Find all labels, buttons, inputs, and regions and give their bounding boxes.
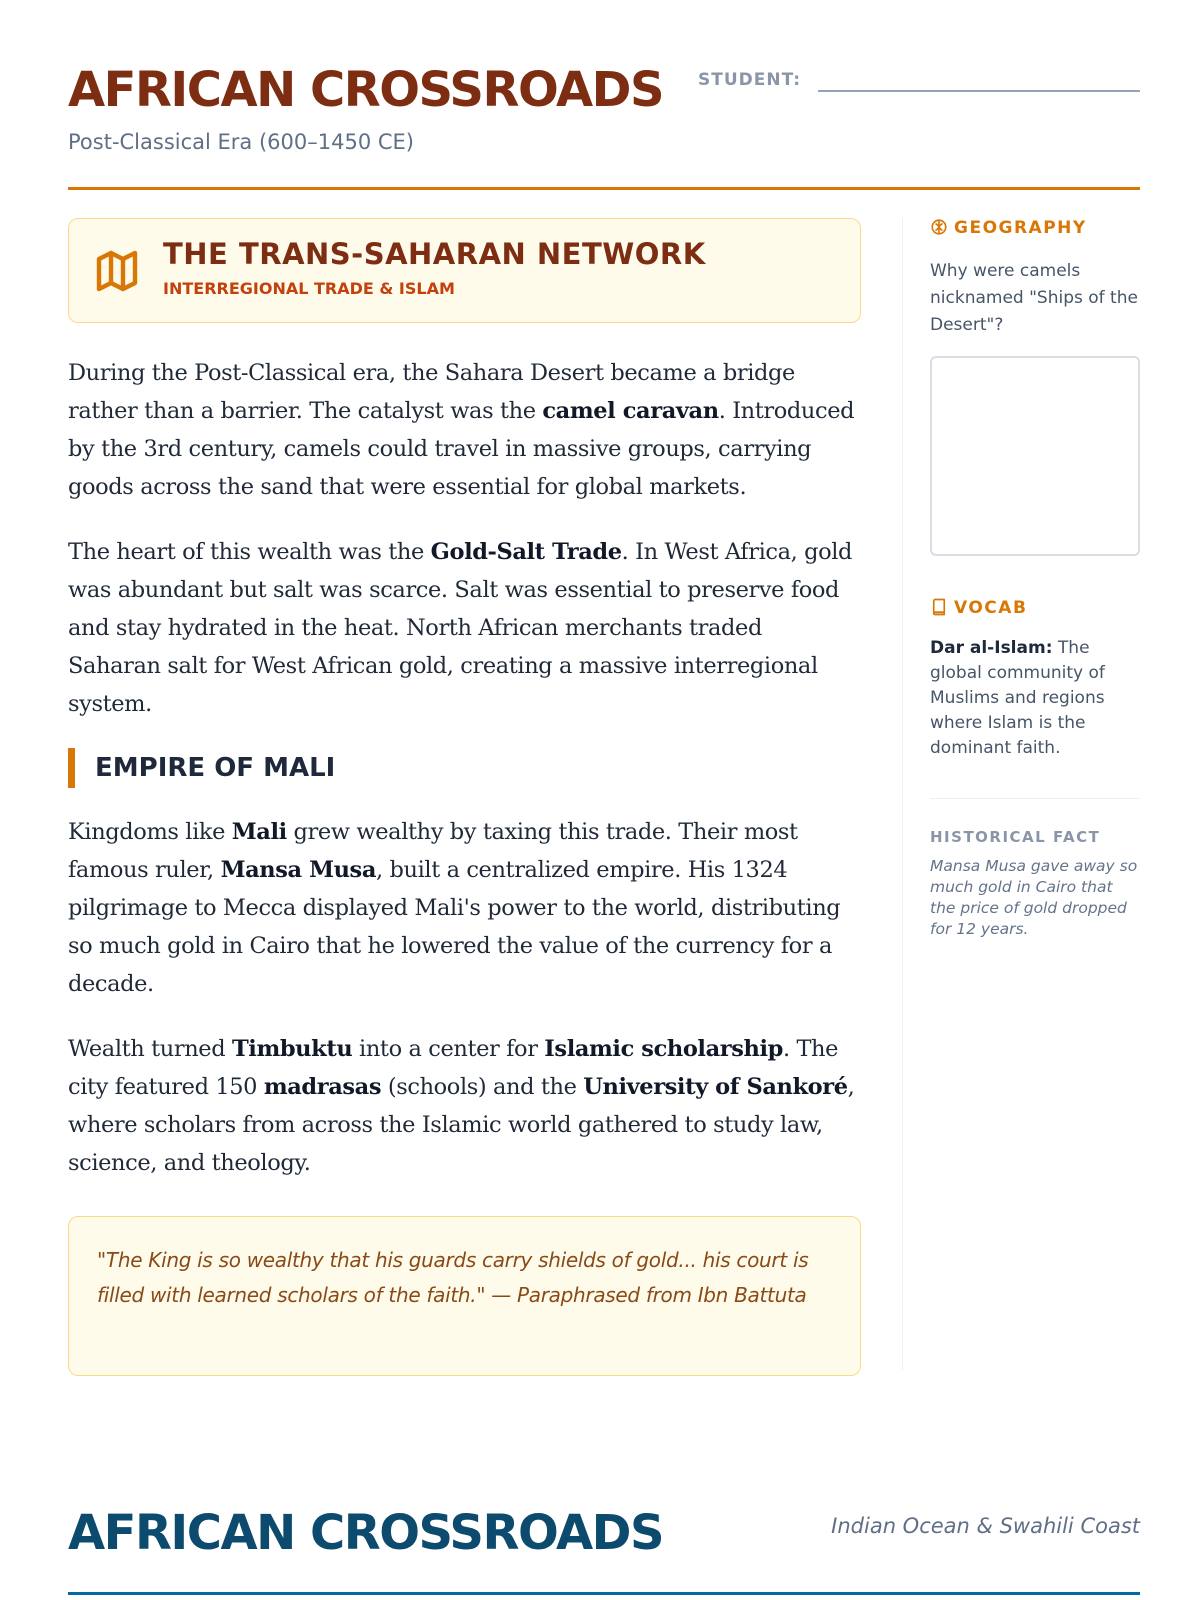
student-name-field[interactable]	[818, 90, 1140, 92]
bold-term: Mansa Musa	[220, 857, 376, 883]
vocab-definition	[930, 636, 1140, 761]
bold-term: camel caravan	[542, 398, 719, 424]
text-run: into a center for	[352, 1036, 545, 1062]
bold-term: University of Sankoré	[583, 1074, 848, 1100]
footer-divider	[68, 1592, 1140, 1595]
main-column	[68, 218, 861, 1376]
paragraph-timbuktu	[68, 1030, 861, 1182]
geography-question: Why were camels nicknamed "Ships of the Desert"?	[930, 261, 1138, 335]
text-run: grew wealthy by taxing this trade. Their most famous ruler,	[68, 819, 798, 883]
paragraph-mansa-musa	[68, 813, 861, 1003]
text-run: Kingdoms like	[68, 819, 232, 845]
paragraph-gold-salt-trade	[68, 533, 861, 723]
historical-fact-heading: HISTORICAL FACT	[930, 828, 1101, 846]
text-run: , where scholars from across the Islamic world gathered to study law, science, and theology.	[68, 1074, 855, 1176]
next-page-subtitle: Indian Ocean & Swahili Coast	[831, 1514, 1140, 1538]
brain-icon	[930, 218, 948, 236]
geography-heading	[930, 218, 1140, 242]
bold-term: madrasas	[263, 1074, 382, 1100]
section-title: THE TRANS-SAHARAN NETWORK	[163, 237, 706, 271]
text-run: (schools) and the	[381, 1074, 584, 1100]
text-run: . Introduced by the 3rd century, camels could travel in massive groups, carrying goods across the sand that were essential for global markets.	[68, 398, 855, 500]
answer-box[interactable]	[930, 356, 1140, 556]
bold-term: Mali	[231, 819, 287, 845]
quote-text: "The King is so wealthy that his guards carry shields of gold... his court is filled with learned scholars of the faith." — Paraphrased from Ibn Battuta	[97, 1248, 809, 1307]
bold-term: Islamic scholarship	[544, 1036, 783, 1062]
text-run: The heart of this wealth was the	[68, 539, 431, 565]
page-subtitle: Post-Classical Era (600–1450 CE)	[68, 130, 414, 154]
section-banner	[68, 218, 861, 323]
vocab-heading	[930, 598, 1140, 622]
bold-term: Timbuktu	[231, 1036, 353, 1062]
map-icon	[93, 247, 141, 295]
text-run: , built a centralized empire. His 1324 pilgrimage to Mecca displayed Mali's power to the world, distributing so much gold in Cairo that he lowered the value of the currency for a decade.	[68, 857, 841, 997]
quote-callout	[68, 1216, 861, 1376]
text-run: . In West Africa, gold was abundant but salt was scarce. Salt was essential to preserve food and stay hydrated in the heat. North African merchants traded Saharan salt for West African gold, creating a massive interregional system.	[68, 539, 853, 717]
page-header	[68, 62, 1140, 190]
subsection-heading: EMPIRE OF MALI	[68, 748, 861, 788]
sidebar-divider	[930, 798, 1140, 799]
bold-term: Gold-Salt Trade	[430, 539, 622, 565]
text-run: Wealth turned	[68, 1036, 232, 1062]
text-run: During the Post-Classical era, the Sahara Desert became a bridge rather than a barrier. The catalyst was the	[68, 360, 795, 424]
vocab-definition-text: The global community of Muslims and regions where Islam is the dominant faith.	[930, 638, 1105, 758]
geography-heading-label: GEOGRAPHY	[954, 218, 1087, 238]
section-subtitle: INTERREGIONAL TRADE & ISLAM	[163, 279, 455, 298]
vocab-heading-label: VOCAB	[954, 598, 1028, 618]
paragraph-camel-caravan	[68, 354, 861, 506]
sidebar	[930, 218, 1140, 940]
page-title: AFRICAN CROSSROADS	[68, 62, 664, 118]
book-icon	[930, 598, 948, 616]
vocab-term: Dar al-Islam:	[930, 638, 1053, 658]
historical-fact-text: Mansa Musa gave away so much gold in Cairo that the price of gold dropped for 12 years.	[930, 857, 1138, 938]
student-label: STUDENT:	[698, 70, 802, 90]
next-page-title: AFRICAN CROSSROADS	[68, 1505, 664, 1561]
text-run: . The city featured 150	[68, 1036, 839, 1100]
column-divider	[902, 218, 903, 1370]
header-divider	[68, 187, 1140, 190]
